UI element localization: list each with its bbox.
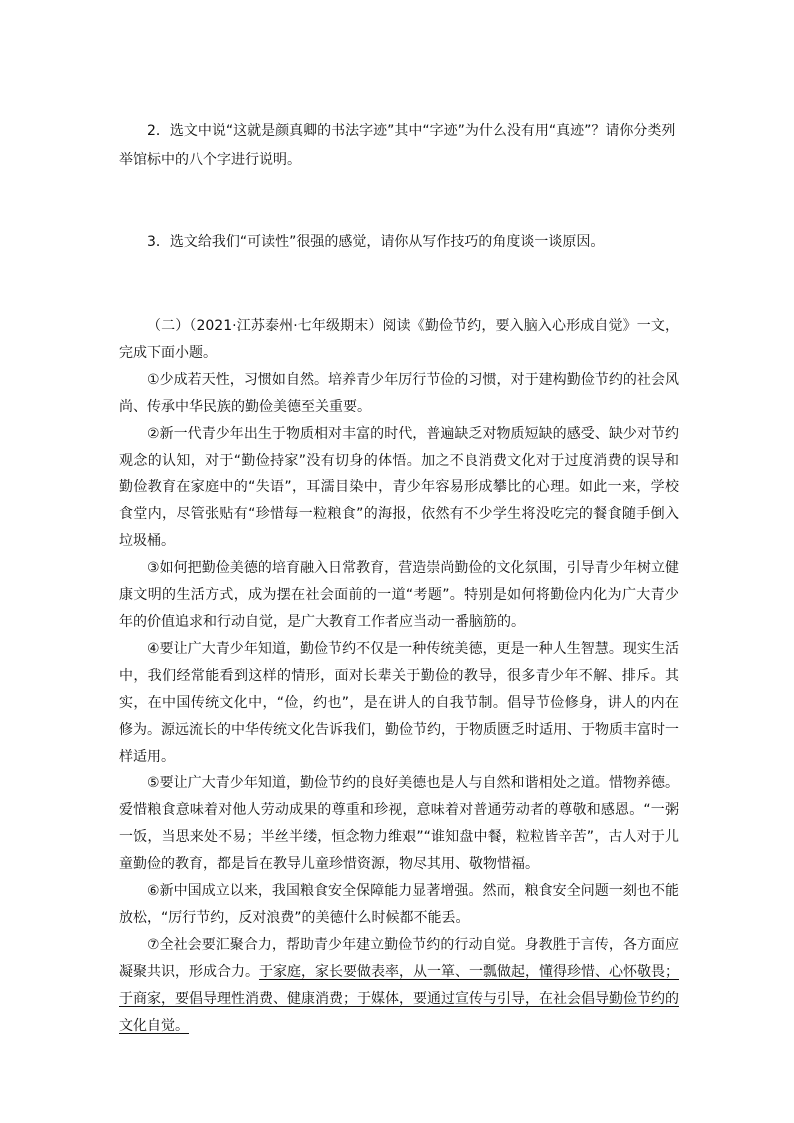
question-2: 2．选文中说“这就是颜真卿的书法字迹”其中“字迹”为什么没有用“真迹”？请你分类列举馆标中的八个字进行说明。	[119, 123, 676, 168]
paragraph-7	[119, 932, 679, 1040]
paragraph-5: ⑤要让广大青少年知道，勤俭节约的良好美德也是人与自然和谐相处之道。惜物养德。爱惜粮食意味着对他人劳动成果的尊重和珍视，意味着对普通劳动者的尊敬和感恩。“一粥一饭，当思来处不易；半丝半缕，恒念物力维艰”“谁知盘中餐，粒粒皆辛苦”，古人对于儿童勤俭的教育，都是旨在教导儿童珍惜资源，物尽其用、敬物惜福。	[119, 775, 679, 873]
paragraph-6: ⑥新中国成立以来，我国粮食安全保障能力显著增强。然而，粮食安全问题一刻也不能放松，“厉行节约，反对浪费”的美德什么时候都不能丢。	[119, 883, 679, 926]
section-intro: （二）（2021·江苏泰州·七年级期末）阅读《勤俭节约，要入脑入心形成自觉》一文，完成下面小题。	[119, 318, 679, 361]
paragraph-4: ④要让广大青少年知道，勤俭节约不仅是一种传统美德，更是一种人生智慧。现实生活中，我们经常能看到这样的情形，面对长辈关于勤俭的教导，很多青少年不解、排斥。其实，在中国传统文化中，“俭，约也”，是在讲人的自我节制。倡导节俭修身，讲人的内在修为。源远流长的中华传统文化告诉我们，勤俭节约，于物质匮乏时适用、于物质丰富时一样适用。	[119, 640, 679, 765]
paragraph-3: ③如何把勤俭美德的培育融入日常教育，营造崇尚勤俭的文化氛围，引导青少年树立健康文明的生活方式，成为摆在社会面前的一道“考题”。特别是如何将勤俭内化为广大青少年的价值追求和行动自觉，是广大教育工作者应当动一番脑筋的。	[119, 560, 679, 630]
paragraph-7-underlined: 于家庭，家长要做表率，从一箪、一瓢做起，懂得珍惜、心怀敬畏；于商家，要倡导理性消费、健康消费；于媒体，要通过宣传与引导，在社会倡导勤俭节约的文化自觉。	[119, 963, 679, 1034]
reading-section	[119, 313, 679, 1039]
paragraph-1: ①少成若天性，习惯如自然。培养青少年厉行节俭的习惯，对于建构勤俭节约的社会风尚、传承中华民族的勤俭美德至关重要。	[119, 371, 679, 415]
question-3: 3．选文给我们“可读性”很强的感觉，请你从写作技巧的角度谈一谈原因。	[147, 234, 605, 250]
paragraph-2: ②新一代青少年出生于物质相对丰富的时代，普遍缺乏对物质短缺的感受、缺少对节约观念的认知，对于“勤俭持家”没有切身的体悟。加之不良消费文化对于过度消费的误导和勤俭教育在家庭中的“失语”，耳濡目染中，青少年容易形成攀比的心理。如此一来，学校食堂内，尽管张贴有“珍惜每一粒粮食”的海报，依然有不少学生将没吃完的餐食随手倒入垃圾桶。	[119, 425, 679, 550]
paragraph-7-plain: ⑦全社会要汇聚合力，帮助青少年建立勤俭节约的行动自觉。身教胜于言传，各方面应凝聚共识，形成合力。	[119, 936, 679, 980]
